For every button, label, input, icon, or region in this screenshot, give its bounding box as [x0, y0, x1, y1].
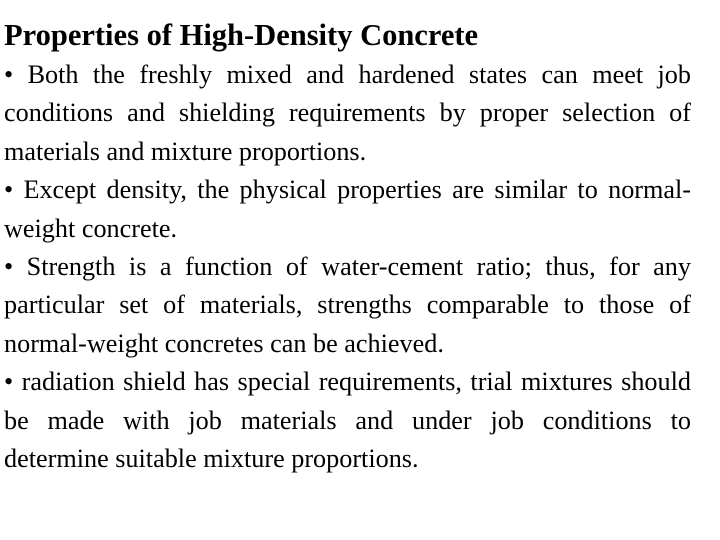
bullet-item-physical-properties: • Except density, the physical properties are similar to normal-weight concrete. [4, 175, 691, 243]
bullet-item-radiation-shield: • radiation shield has special requirements, trial mixtures should be made with job materials and under job conditions to determine suitable mixture proportions. [4, 367, 691, 474]
slide-title: Properties of High-Density Concrete [4, 18, 479, 52]
bullet-list [4, 56, 691, 478]
bullet-item-freshly-mixed-hardened: • Both the freshly mixed and hardened states can meet job conditions and shielding requirements by proper selection of materials and mixture proportions. [4, 60, 691, 166]
bullet-item-strength: • Strength is a function of water-cement ratio; thus, for any particular set of materials, strengths comparable to those of normal-weight concretes can be achieved. [4, 252, 691, 358]
